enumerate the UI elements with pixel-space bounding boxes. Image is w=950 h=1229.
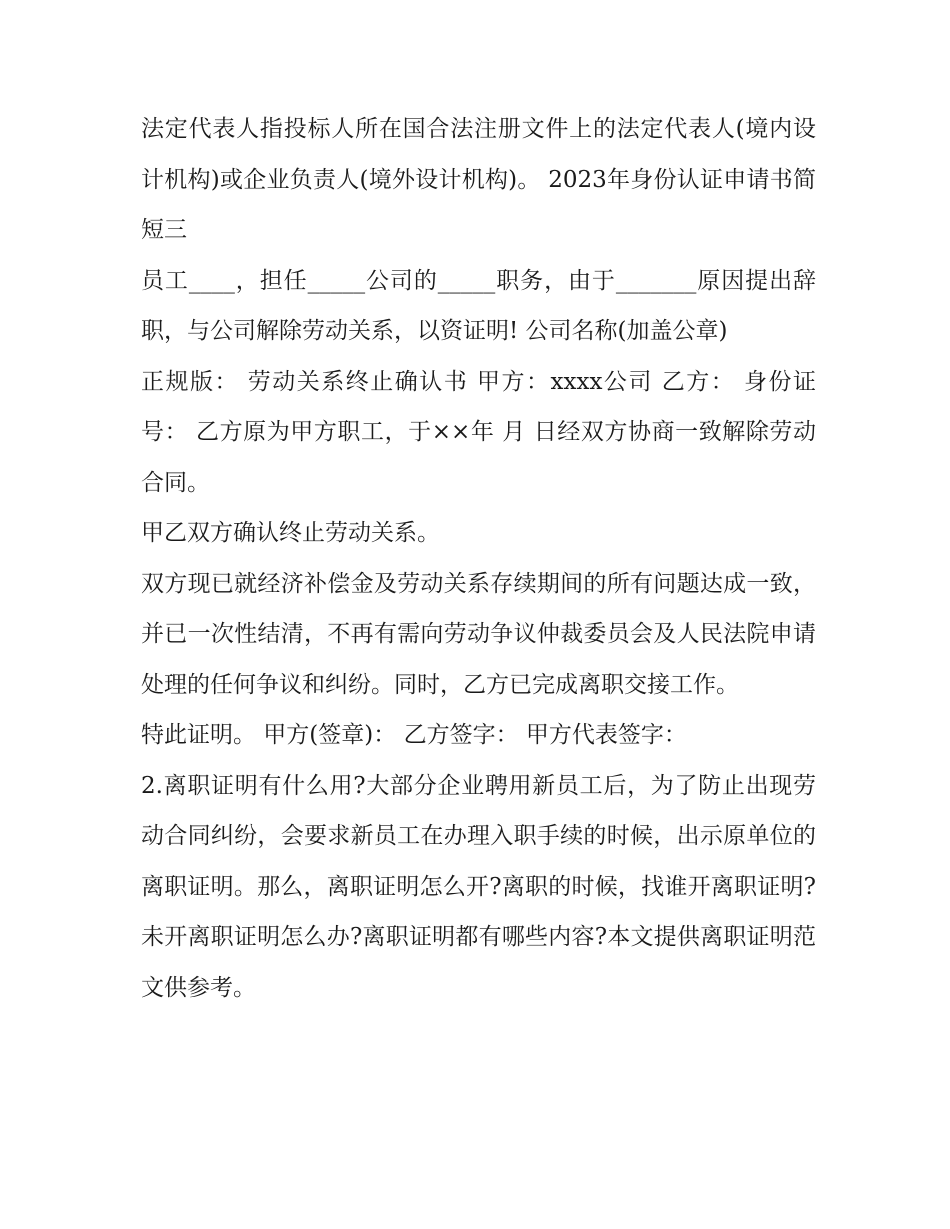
paragraph-signatures: 特此证明。 甲方(签章)： 乙方签字： 甲方代表签字： [141, 722, 687, 748]
paragraph-termination-confirmation: 正规版： 劳动关系终止确认书 甲方：xxxx公司 乙方： 身份证号： 乙方原为甲方职工，于××年 月 日经双方协商一致解除劳动合同。 [141, 368, 816, 496]
paragraph-legal-representative: 法定代表人指投标人所在国合法注册文件上的法定代表人(境内设计机构)或企业负责人(境外设计机构)。 2023年身份认证申请书简短三 [141, 116, 816, 243]
paragraph-confirm-termination: 甲乙双方确认终止劳动关系。 [141, 520, 440, 546]
paragraph-resignation-certificate: 员工____，担任_____公司的_____职务，由于_______原因提出辞职，与公司解除劳动关系，以资证明! 公司名称(加盖公章) [141, 267, 816, 344]
paragraph-settlement: 双方现已就经济补偿金及劳动关系存续期间的所有问题达成一致，并已一次性结清，不再有需向劳动争议仲裁委员会及人民法院申请处理的任何争议和纠纷。同时，乙方已完成离职交接工作。 [141, 570, 816, 698]
paragraph-certificate-usage: 2.离职证明有什么用?大部分企业聘用新员工后，为了防止出现劳动合同纠纷，会要求新员工在办理入职手续的时候，出示原单位的离职证明。那么，离职证明怎么开?离职的时候，找谁开离职证明?未开离职证明怎么办?离职证明都有哪些内容?本文提供离职证明范文供参考。 [141, 772, 816, 1001]
document-body [141, 104, 816, 1013]
